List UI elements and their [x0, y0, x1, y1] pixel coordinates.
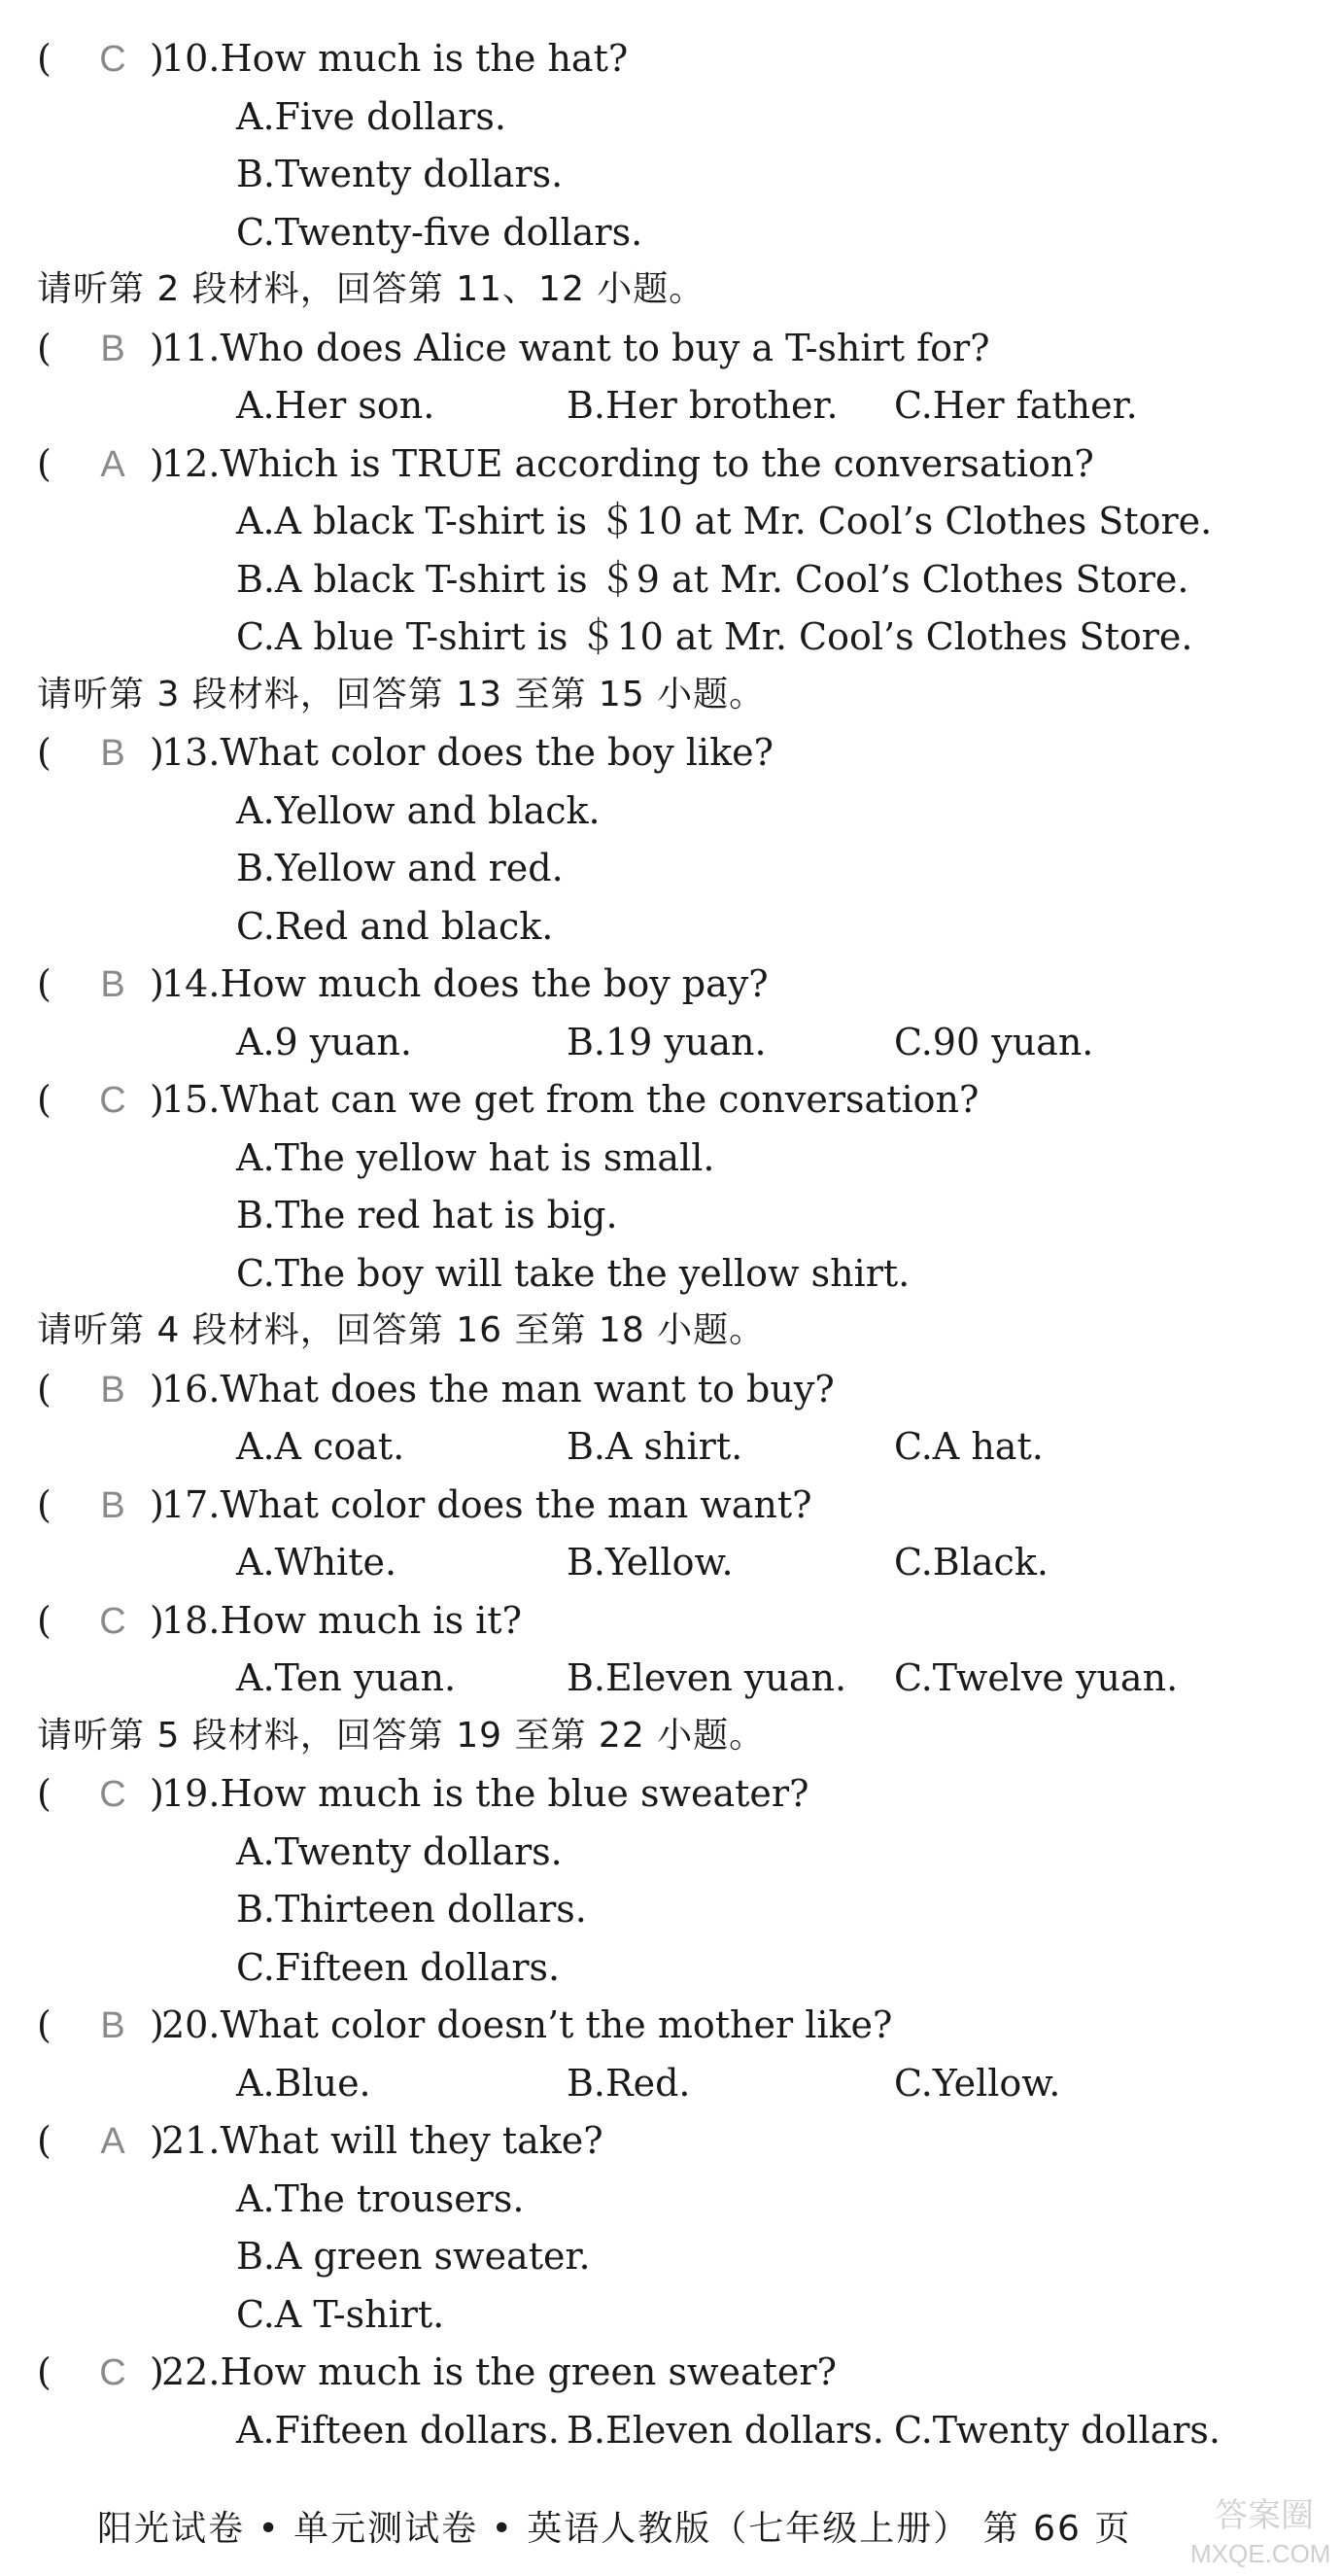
paren-open: ( — [37, 2119, 52, 2162]
answer-mark: B — [100, 964, 125, 1005]
question-text: What can we get from the conversation? — [220, 1078, 980, 1121]
answer-option: B.A shirt. — [567, 1425, 743, 1468]
question-13: ( B )13.What color does the boy like? — [37, 725, 774, 780]
answer-mark: A — [100, 443, 125, 485]
answer-option: A.The yellow hat is small. — [236, 1135, 715, 1179]
question-text: What color does the boy like? — [220, 731, 774, 774]
answer-option: A.Five dollars. — [236, 94, 506, 138]
paren-open: ( — [37, 962, 52, 1005]
paren-close: ) — [150, 1078, 164, 1121]
answer-mark: A — [100, 2121, 125, 2162]
paren-close: ) — [150, 1772, 164, 1815]
paren-open: ( — [37, 326, 52, 369]
answer-option: C.Twenty dollars. — [894, 2408, 1222, 2452]
answer-option: B.A black T-shirt is ＄9 at Mr. Cool’s Clothes Store. — [236, 557, 1189, 601]
paren-close: ) — [150, 1367, 164, 1410]
paren-open: ( — [37, 2003, 52, 2046]
section-instruction: 请听第 5 段材料，回答第 19 至第 22 小题。 — [37, 1715, 766, 1756]
paren-close: ) — [150, 1598, 164, 1642]
page-footer: 阳光试卷 • 单元测试卷 • 英语人教版（七年级上册） 第 66 页 — [97, 2509, 1132, 2549]
question-text: Which is TRUE according to the conversation? — [220, 441, 1094, 485]
answer-option: A.White. — [236, 1541, 397, 1584]
question-12: ( A )12.Which is TRUE according to the conversation? — [37, 436, 1094, 491]
answer-option: B.Her brother. — [567, 384, 839, 427]
question-text: What color does the man want? — [220, 1482, 812, 1526]
answer-option: B.Thirteen dollars. — [236, 1888, 587, 1931]
answer-option: C.Twenty-five dollars. — [236, 210, 643, 254]
answer-option: B.Yellow and red. — [236, 847, 564, 889]
answer-option: B.Twenty dollars. — [236, 153, 564, 195]
answer-option: A.Fifteen dollars. — [236, 2408, 560, 2452]
paren-open: ( — [37, 441, 52, 485]
question-22: ( C )22.How much is the green sweater? — [37, 2345, 837, 2399]
question-number: 10 — [161, 37, 209, 80]
question-21: ( A )21.What will they take? — [37, 2113, 603, 2168]
question-number: 17 — [161, 1482, 209, 1526]
answer-mark: C — [99, 1600, 126, 1642]
question-17: ( B )17.What color does the man want? — [37, 1478, 812, 1532]
question-11: ( B )11.Who does Alice want to buy a T-shirt for? — [37, 321, 990, 375]
question-text: What does the man want to buy? — [220, 1367, 835, 1410]
answer-option: A.9 yuan. — [236, 1020, 412, 1063]
answer-mark: C — [99, 2352, 126, 2393]
question-19: ( C )19.How much is the blue sweater? — [37, 1766, 809, 1821]
answer-mark: C — [99, 39, 126, 80]
answer-option: C.The boy will take the yellow shirt. — [236, 1251, 911, 1295]
question-number: 14 — [161, 962, 209, 1005]
question-number: 11 — [161, 326, 209, 369]
paren-open: ( — [37, 1482, 52, 1526]
paren-close: ) — [150, 1482, 164, 1526]
watermark-url: MXQE.COM — [1190, 2539, 1331, 2568]
question-20: ( B )20.What color doesn’t the mother like? — [37, 1998, 892, 2052]
paren-open: ( — [37, 1598, 52, 1642]
answer-option: B.Eleven yuan. — [567, 1656, 847, 1699]
question-18: ( C )18.How much is it? — [37, 1593, 522, 1648]
section-instruction: 请听第 4 段材料，回答第 16 至第 18 小题。 — [37, 1310, 766, 1350]
section-instruction: 请听第 3 段材料，回答第 13 至第 15 小题。 — [37, 674, 766, 714]
question-text: How much does the boy pay? — [220, 962, 769, 1005]
answer-option: A.A coat. — [236, 1425, 405, 1468]
paren-close: ) — [150, 2119, 164, 2162]
answer-option: A.A black T-shirt is ＄10 at Mr. Cool’s Clothes Store. — [236, 500, 1213, 542]
question-text: How much is the blue sweater? — [220, 1772, 809, 1815]
paren-open: ( — [37, 37, 52, 80]
section-instruction: 请听第 2 段材料，回答第 11、12 小题。 — [37, 269, 705, 309]
answer-option: B.Yellow. — [567, 1541, 734, 1584]
question-number: 18 — [161, 1598, 209, 1642]
answer-option: A.Ten yuan. — [236, 1656, 457, 1699]
answer-mark: C — [99, 1774, 126, 1815]
answer-mark: B — [100, 2005, 125, 2046]
answer-option: C.90 yuan. — [894, 1020, 1094, 1063]
answer-option: B.The red hat is big. — [236, 1194, 618, 1236]
paren-close: ) — [150, 326, 164, 369]
answer-option: B.19 yuan. — [567, 1020, 767, 1063]
question-text: How much is the hat? — [220, 37, 629, 80]
answer-option: C.Twelve yuan. — [894, 1656, 1179, 1699]
question-16: ( B )16.What does the man want to buy? — [37, 1362, 835, 1416]
question-10: ( C )10.How much is the hat? — [37, 31, 628, 86]
answer-mark: C — [99, 1080, 126, 1121]
question-number: 15 — [161, 1078, 209, 1121]
question-text: What color doesn’t the mother like? — [220, 2003, 893, 2046]
paren-open: ( — [37, 1078, 52, 1121]
paren-close: ) — [150, 37, 164, 80]
question-number: 16 — [161, 1367, 209, 1410]
question-text: Who does Alice want to buy a T-shirt for? — [220, 326, 990, 369]
question-number: 20 — [161, 2003, 209, 2046]
question-text: What will they take? — [220, 2119, 603, 2162]
question-text: How much is the green sweater? — [220, 2350, 837, 2393]
paren-open: ( — [37, 1367, 52, 1410]
paren-close: ) — [150, 441, 164, 485]
paren-close: ) — [150, 2003, 164, 2046]
answer-mark: B — [100, 733, 125, 774]
answer-option: C.Yellow. — [894, 2061, 1061, 2105]
answer-option: B.Red. — [567, 2061, 691, 2105]
answer-mark: B — [100, 328, 125, 369]
answer-mark: B — [100, 1484, 125, 1526]
paren-open: ( — [37, 1772, 52, 1815]
question-number: 19 — [161, 1772, 209, 1815]
answer-option: C.Her father. — [894, 384, 1138, 427]
question-15: ( C )15.What can we get from the conversation? — [37, 1072, 979, 1127]
answer-option: A.Twenty dollars. — [236, 1829, 563, 1873]
question-text: How much is it? — [220, 1598, 522, 1642]
question-number: 21 — [161, 2119, 209, 2162]
answer-option: B.Eleven dollars. — [567, 2408, 884, 2452]
paren-open: ( — [37, 2350, 52, 2393]
answer-option: C.Black. — [894, 1541, 1049, 1584]
paren-open: ( — [37, 731, 52, 774]
question-14: ( B )14.How much does the boy pay? — [37, 957, 769, 1011]
answer-option: B.A green sweater. — [236, 2235, 591, 2278]
answer-option: A.Yellow and black. — [236, 788, 601, 832]
question-number: 22 — [161, 2350, 209, 2393]
question-number: 13 — [161, 731, 209, 774]
paren-close: ) — [150, 731, 164, 774]
answer-option: C.Fifteen dollars. — [236, 1945, 561, 1989]
answer-option: C.A blue T-shirt is ＄10 at Mr. Cool’s Clothes Store. — [236, 615, 1193, 658]
paren-close: ) — [150, 962, 164, 1005]
answer-option: C.Red and black. — [236, 904, 554, 948]
answer-mark: B — [100, 1369, 125, 1410]
watermark-logo: 答案圈 — [1215, 2497, 1314, 2534]
question-number: 12 — [161, 441, 209, 485]
answer-option: C.A T-shirt. — [236, 2292, 445, 2336]
paren-close: ) — [150, 2350, 164, 2393]
answer-option: A.Blue. — [236, 2061, 371, 2105]
answer-option: A.The trousers. — [236, 2176, 525, 2220]
answer-option: C.A hat. — [894, 1425, 1044, 1468]
answer-option: A.Her son. — [236, 384, 435, 427]
